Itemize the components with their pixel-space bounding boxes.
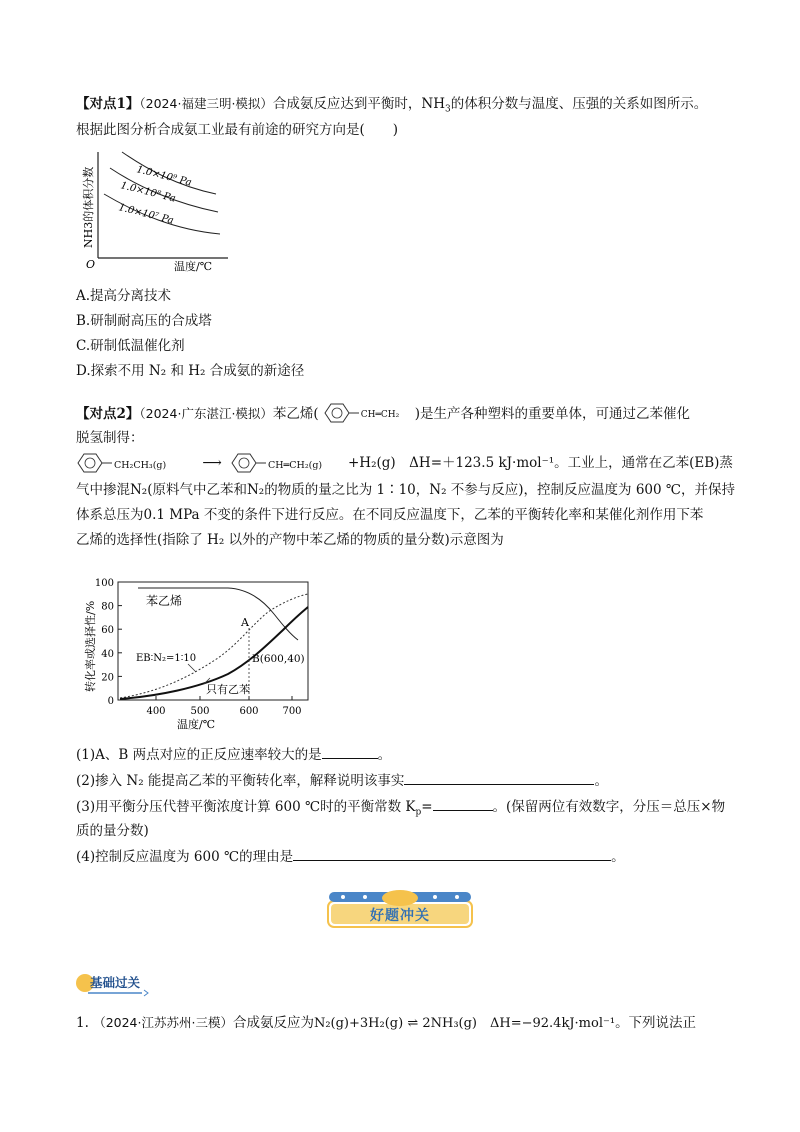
- q2-label-styrene: 苯乙烯: [146, 594, 183, 608]
- q2-product-formula: CH═CH₂(g): [268, 459, 323, 471]
- q2-stem-line5: 体系总压为0.1 MPa 不变的条件下进行反应。在不同反应温度下，乙苯的平衡转化率和某催化剂作用下苯: [76, 507, 704, 523]
- q1-curve-label-1e9: 1.0×10⁹ Pa: [135, 164, 193, 189]
- benzene-ring-icon: [230, 452, 270, 474]
- q3-num: 1.: [76, 1015, 89, 1031]
- q1-option-c: C.研制低温催化剂: [76, 338, 185, 354]
- q2-xtick-500: 500: [190, 706, 210, 717]
- q2-ylabel: 转化率或选择性/%: [84, 600, 97, 692]
- q2-ratio-pointer: [188, 664, 196, 672]
- q1-tag: 【对点1】: [76, 96, 140, 112]
- q2-sub2-end: 。: [594, 773, 608, 789]
- q2-sub3-text: (3)用平衡分压代替平衡浓度计算 600 ℃时的平衡常数 K: [76, 799, 416, 815]
- q2-sub3-mid: =: [421, 799, 433, 815]
- q2-eq-tail: +H₂(g) ΔH=＋123.5 kJ·mol⁻¹。工业上，通常在乙苯(EB)蒸: [348, 455, 733, 471]
- q1-stem-line1: [76, 94, 707, 114]
- q2-ytick-60: 60: [101, 625, 114, 637]
- q2-sub3-blank[interactable]: [433, 796, 493, 811]
- q3-tail: 。下列说法正: [615, 1015, 697, 1031]
- q2-styrene-structure: [319, 406, 415, 424]
- q1-ylabel: NH3的体积分数: [82, 166, 95, 248]
- q2-stem-line4: 气中掺混N₂(原料气中乙苯和N₂的物质的量之比为 1∶10，N₂ 不参与反应)，控制反应温度为 600 ℃，并保持: [76, 482, 736, 498]
- badge-label: 好题冲关: [370, 908, 430, 924]
- q1-option-a: A.提高分离技术: [76, 288, 172, 304]
- q2-sub2: [76, 770, 608, 791]
- q2-reactant: [76, 454, 194, 474]
- q2-stem-line1: [76, 404, 690, 424]
- q2-sub3-end: 。(保留两位有效数字，分压＝总压×物: [492, 799, 726, 815]
- q2-ytick-0: 0: [107, 696, 114, 707]
- q2-stem-line6: 乙烯的选择性(指除了 H₂ 以外的产物中苯乙烯的物质的量分数)示意图为: [76, 532, 504, 548]
- q1-curve-label-1e8: 1.0×10⁸ Pa: [119, 180, 177, 205]
- q2-sub4-end: 。: [611, 849, 625, 865]
- q1-stem-line2-text: 根据此图分析合成氨工业最有前途的研究方向是(: [76, 122, 365, 138]
- q1-stem-b: 3: [445, 104, 451, 115]
- q2-sub3: [76, 796, 725, 817]
- q2-reactant-formula: CH₂CH₃(g): [114, 459, 167, 471]
- q2-y-ticks: [95, 578, 114, 707]
- q1-stem-line2: [76, 120, 398, 140]
- q3-stem: [76, 1013, 696, 1034]
- q2-chart: [78, 574, 318, 734]
- q1-source: （2024·福建三明·模拟）: [139, 96, 273, 111]
- q2-stem-a: 苯乙烯(: [272, 406, 319, 422]
- q2-sub4-blank[interactable]: [293, 846, 611, 861]
- q2-sub1-blank[interactable]: [322, 744, 378, 759]
- q1-option-d: D.探索不用 N₂ 和 H₂ 合成氨的新途径: [76, 363, 305, 379]
- q2-label-only: 只有乙苯: [206, 683, 250, 696]
- q1-stem-c: 的体积分数与温度、压强的关系如图所示。: [450, 96, 708, 112]
- q2-ytick-80: 80: [101, 601, 114, 613]
- q2-xtick-700: 700: [282, 706, 302, 717]
- q2-tag: 【对点2】: [76, 406, 140, 422]
- q2-product: [230, 454, 348, 474]
- q2-label-ratio: EB∶N₂=1∶10: [136, 653, 197, 664]
- q2-sub1-end: 。: [377, 747, 392, 763]
- q2-ytick-20: 20: [101, 672, 114, 684]
- basic-section-heading: [76, 970, 160, 998]
- q3-source: （2024·江苏苏州·三模）: [93, 1015, 233, 1030]
- q3-equation: N₂(g)+3H₂(g) ⇌ 2NH₃(g) ΔH=−92.4kJ·mol⁻¹: [313, 1016, 616, 1031]
- q2-styrene-formula: CH═CH₂: [360, 409, 400, 420]
- q2-ytick-40: 40: [101, 648, 114, 660]
- q2-sub3-line2: 质的量分数): [76, 823, 149, 839]
- q2-sub3-p: p: [415, 807, 422, 818]
- q2-x-ticks: [146, 706, 301, 717]
- q1-xlabel: 温度/℃: [174, 260, 213, 273]
- q2-sub2-text: (2)掺入 N₂ 能提高乙苯的平衡转化率，解释说明该事实: [76, 773, 405, 789]
- q1-curve-label-1e7: 1.0×10⁷ Pa: [117, 202, 175, 227]
- reaction-arrow-icon: ⟶: [202, 455, 222, 471]
- q2-xtick-400: 400: [146, 706, 166, 717]
- q1-option-b: B.研制耐高压的合成塔: [76, 313, 212, 329]
- q3-stem-text: 合成氨反应为: [232, 1015, 314, 1031]
- q2-source: （2024·广东湛江·模拟）: [139, 406, 273, 421]
- q2-stem-b: )是生产各种塑料的重要单体，可通过乙苯催化: [414, 406, 690, 422]
- q2-ytick-100: 100: [94, 578, 114, 589]
- benzene-ring-icon: [76, 452, 116, 474]
- q2-sub4-text: (4)控制反应温度为 600 ℃的理由是: [76, 849, 294, 865]
- q1-figure: [78, 148, 258, 276]
- q1-origin: O: [86, 258, 96, 271]
- good-questions-badge: [327, 890, 473, 928]
- q2-sub2-blank[interactable]: [404, 770, 594, 785]
- q2-sub4: [76, 846, 625, 867]
- q2-stem-line2: 脱氢制得：: [76, 430, 144, 446]
- q2-label-b: B(600,40): [252, 653, 305, 665]
- q2-equation-line: [76, 453, 733, 474]
- q2-xlabel: 温度/℃: [176, 718, 216, 731]
- q2-sub1-text: (1)A、B 两点对应的正反应速率较大的是: [76, 747, 322, 763]
- q2-sub1: [76, 744, 391, 765]
- q1-stem-a: 合成氨反应达到平衡时，NH: [272, 96, 446, 112]
- section-label: 基础过关: [90, 975, 141, 990]
- q2-label-a: A: [241, 616, 249, 629]
- q1-stem-line2-end: ): [392, 122, 399, 138]
- q2-xtick-600: 600: [239, 706, 259, 717]
